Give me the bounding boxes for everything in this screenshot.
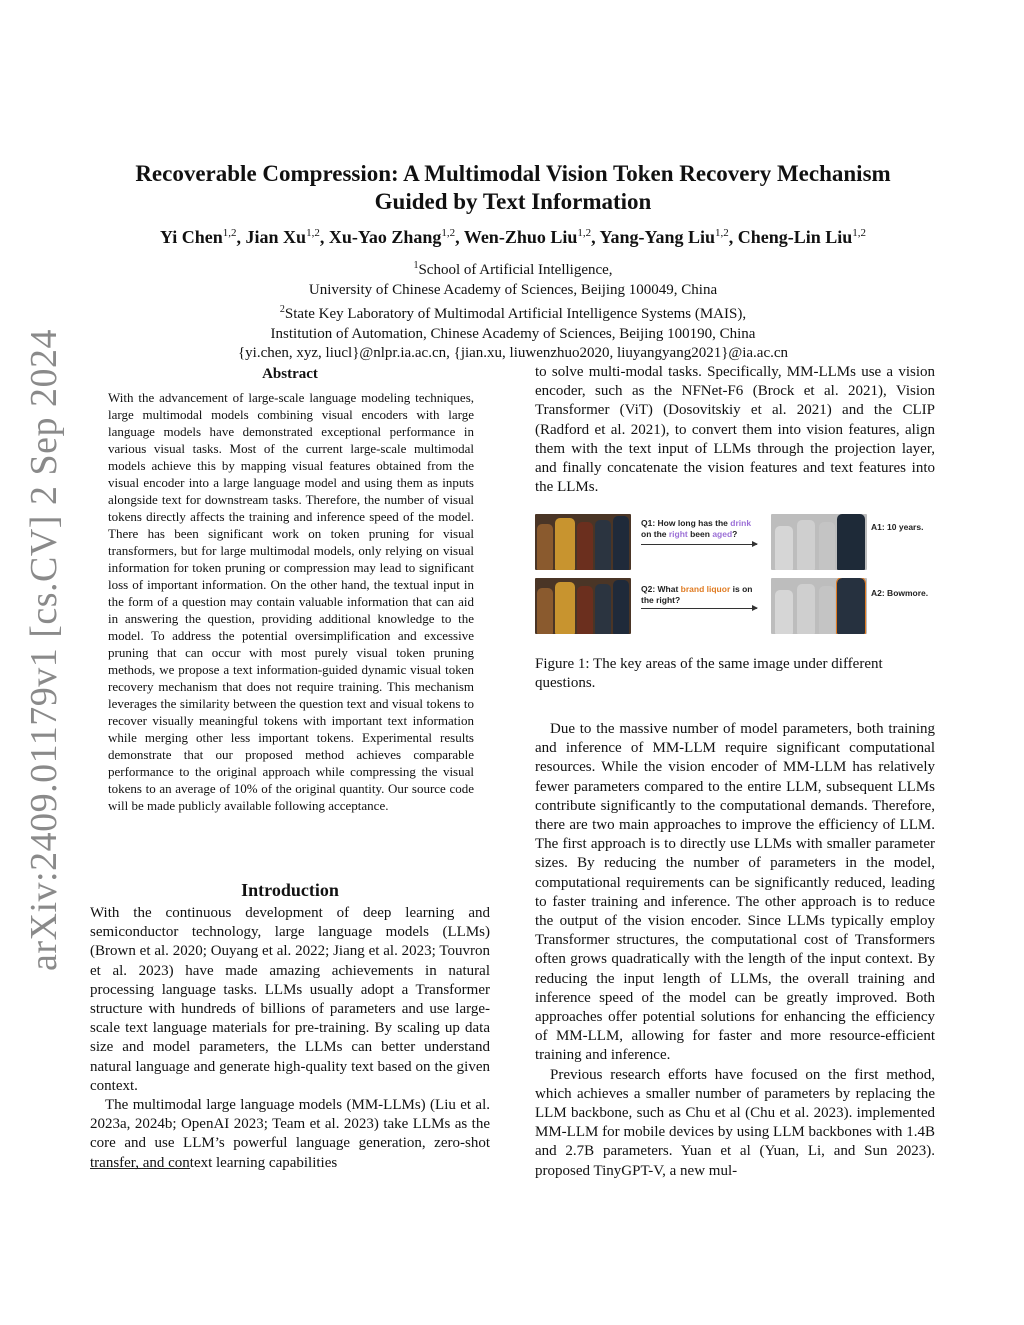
author: Yang-Yang Liu$^{1,2}$, xyxy=(599,227,738,247)
author: Jian Xu$^{1,2}$, xyxy=(245,227,329,247)
arxiv-id: arXiv:2409.01179v1 [cs.CV] 2 Sep 2024 xyxy=(23,329,65,971)
affiliation-1-line-2: University of Chinese Academy of Sciences, Beijing 100049, China xyxy=(308,281,718,298)
title-line-2: Guided by Text Information xyxy=(374,189,652,214)
right-column-bottom xyxy=(535,720,935,1181)
affiliation-2-line-2: Institution of Automation, Chinese Academy of Sciences, Beijing 100190, China xyxy=(270,325,756,342)
figure-image-masked-1 xyxy=(771,514,867,570)
figure-1-caption: Figure 1: The key areas of the same image under different questions. xyxy=(535,656,883,692)
figure-image-original-1 xyxy=(535,514,631,570)
arxiv-sidebar xyxy=(14,329,74,971)
title-line-1: Recoverable Compression: A Multimodal Vision Token Recovery Mechanism xyxy=(135,161,891,186)
affiliation-2-line-1: $^2$State Key Laboratory of Multimodal Artificial Intelligence Systems (MAIS), xyxy=(279,304,747,322)
paragraph: Previous research efforts have focused on the first method, which achieves a smaller number of parameters by replacing the LLM backbone, such as Chu et al (Chu et al. 2023). implemented MM-LLM for mobile devices by using LLM backbones with 1.4B and 2.7B parameters. Yuan et al (Yuan, Li, and Sun 2023). proposed TinyGPT-V, a new mul- xyxy=(535,1066,935,1179)
paragraph: With the continuous development of deep learning and semiconductor technology, large language models (LLMs) (Brown et al. 2020; Ouyang et al. 2022; Jiang et al. 2023; Touvron et al. 2023) have made amazing achievements in natural processing language tasks. LLMs usually adopt a Transformer structure with hundreds of billions of parameters and use large-scale text language materials for pre-training. By scaling up data size and model parameters, the LLMs can better understand natural language and generate high-quality text based on the given context. xyxy=(90,905,490,1094)
paragraph: The multimodal large language models (MM-LLMs) (Liu et al. 2023a, 2024b; OpenAI 2023; Team et al. 2023) take LLMs as the core and use LLM’s powerful language generation, zero-shot transfer, and context learning capabilities xyxy=(90,1097,490,1171)
arrow-icon xyxy=(641,544,757,545)
author-emails: {yi.chen, xyz, liucl}@nlpr.ia.ac.cn, {jian.xu, liuwenzhuo2020, liuyangyang2021}@ia.ac.cn xyxy=(237,345,789,361)
author-list xyxy=(90,227,936,248)
figure-answer-1: A1: 10 years. xyxy=(871,522,924,532)
paper-title xyxy=(90,160,936,216)
introduction-heading: Introduction xyxy=(241,880,339,900)
arrow-icon xyxy=(641,608,757,609)
paragraph: Due to the massive number of model parameters, both training and inference of MM-LLM require significant computational resources. While the vision encoder of MM-LLM has relatively fewer parameters compared to the entire LLM, subsequent LLMs contribute significantly to the computational demands. Therefore, there are two main approaches to improve the efficiency of LLM. The first approach is to directly use LLMs with smaller parameter sizes. By reducing the number of parameters in the model, computational requirements can be significantly reduced, leading to faster training and inference. The other approach is to reduce the output of the vision encoder. Since LLMs typically employ Transformer structures, the computational cost of Transformers often grows quadratically with the length of the input context. By reducing the input length of LLMs, the overall training and inference speed of the model can be greatly improved. Both approaches offer potential solutions for enhancing the efficiency of MM-LLM, allowing for faster and more resource-efficient training and inference. xyxy=(535,721,935,1064)
paragraph: to solve multi-modal tasks. Specifically, MM-LLMs use a vision encoder, such as the NFNet-F6 (Brock et al. 2021), Vision Transformer (ViT) (Dosovitskiy et al. 2021) and the CLIP (Radford et al. 2021), to convert them into vision features, align them with the text input of LLMs through the projection layer, and finally concatenate the vision features and text features into the LLMs. xyxy=(535,364,935,496)
affiliations xyxy=(90,256,936,364)
figure-answer-2: A2: Bowmore. xyxy=(871,588,929,598)
figure-question-1: Q1: How long has the drink on the right been aged? xyxy=(641,518,752,539)
figure-image-original-2 xyxy=(535,578,631,634)
footnote-rule xyxy=(90,1168,190,1169)
abstract-heading: Abstract xyxy=(262,366,318,382)
right-column-top xyxy=(535,363,935,497)
introduction-body xyxy=(90,904,490,1173)
figure-question-2: Q2: What brand liquor is on the right? xyxy=(641,584,753,605)
figure-1 xyxy=(535,512,935,636)
figure-image-masked-2 xyxy=(771,578,867,634)
author: Xu-Yao Zhang$^{1,2}$, xyxy=(328,227,464,247)
affiliation-1-line-1: $^1$School of Artificial Intelligence, xyxy=(413,260,613,278)
author: Wen-Zhuo Liu$^{1,2}$, xyxy=(463,227,600,247)
abstract-body: With the advancement of large-scale language modeling techniques, large multimodal models combining visual encoders with large language models have demonstrated exceptional performance in various visual tasks. Most of the current large-scale multimodal models achieve this by mapping visual features obtained from the visual encoder into a large language model and using them as inputs alongside text for downstream tasks. Therefore, the number of visual tokens directly affects the training and inference speed of the model. There has been significant work on token pruning for visual transformers, but for large multimodal models, only relying on visual information for token pruning or compression may lead to significant loss of important information. On the other hand, the textual input in the form of a question may contain valuable information that can aid in answering the question, providing additional knowledge to the model. To address the potential oversimplification and excessive pruning that can occur with most purely visual token pruning methods, we propose a text information-guided dynamic visual token recovery mechanism that does not require training. This mechanism leverages the similarity between the question text and visual tokens to recover visually meaningful tokens with important text information while merging other less important tokens. Experimental results demonstrate that our proposed method achieves comparable performance to the original approach while compressing the visual tokens to an average of 10% of the original quantity. Our source code will be made publicly available following acceptance. xyxy=(108,390,474,813)
author: Yi Chen$^{1,2}$, xyxy=(159,227,246,247)
author: Cheng-Lin Liu$^{1,2}$ xyxy=(737,227,867,247)
